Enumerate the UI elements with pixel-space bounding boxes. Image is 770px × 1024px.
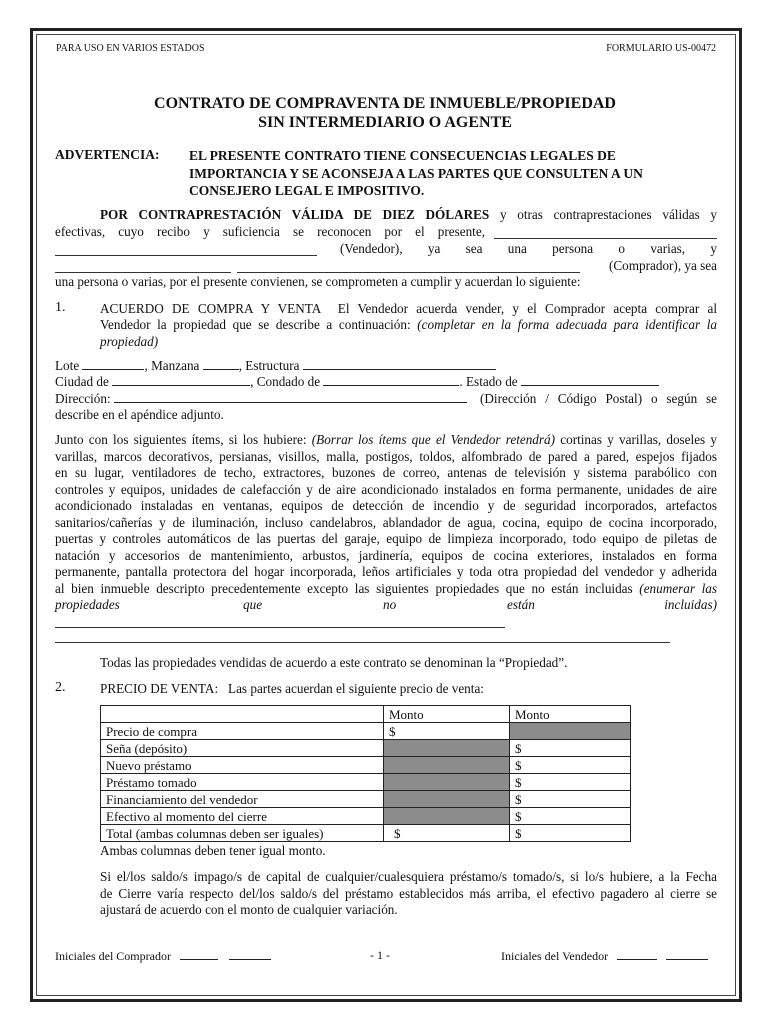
price-table-corner [101, 706, 384, 723]
shaded-cell [384, 757, 510, 774]
state-label: . Estado de [459, 374, 518, 389]
shaded-cell [384, 774, 510, 791]
shaded-cell [510, 723, 631, 740]
document-title-line1: CONTRATO DE COMPRAVENTA DE INMUEBLE/PROPIEDAD [154, 95, 616, 112]
section2-heading: PRECIO DE VENTA: [100, 681, 219, 696]
buyer-name-field-2[interactable] [237, 272, 580, 273]
items-word: que [243, 597, 263, 612]
items-instruction: (Borrar los ítems que el Vendedor retendrá) [311, 432, 556, 447]
address-field[interactable] [114, 391, 467, 403]
section1-text: Vendedor la propiedad que se describe a continuación: [100, 317, 418, 332]
price-row-label: Préstamo tomado [101, 774, 384, 791]
total-cell-1[interactable]: $ [384, 825, 510, 842]
section2-text: Las partes acuerdan el siguiente precio de venta: [228, 681, 484, 696]
items-line: en su lugar, ventiladores de techo, extractores, buzones de correo, antenas de televisión y sistema parabólico con [55, 465, 717, 480]
balance-line: ajustará de acuerdo con el monto de cualquier variación. [100, 902, 398, 917]
items-text: al bien inmueble descripto precedentemente excepto las siguientes propiedades que no están incluidas [55, 580, 640, 596]
items-intro: Junto con los siguientes ítems, si los hubiere: [55, 432, 312, 447]
intro-line1 [100, 207, 717, 223]
items-line: controles y equipos, unidades de calefacción y de aire acondicionado instalados en forma permanente, unidades de aire [55, 481, 717, 497]
price-row-label: Nuevo préstamo [101, 757, 384, 774]
block-label: , Manzana [144, 358, 200, 373]
items-line: acondicionado instaladas en ventanas, equipos de detección de incendio y de seguridad incorporados, artefactos [55, 498, 717, 513]
columns-equal-note: Ambas columnas deben tener igual monto. [100, 843, 326, 858]
items-line: permanente, pantalla protectora del hogar incorporada, leños artificiales y toda otra propiedad del vendedor y adherida [55, 564, 717, 579]
section1-text: El Vendedor acuerda vender, y el Comprador acepta comprar al [337, 301, 718, 316]
section1-number: 1. [55, 300, 66, 315]
excluded-items-field-2[interactable] [55, 642, 670, 643]
items-line-last [55, 581, 717, 597]
price-row-label: Efectivo al momento del cierre [101, 808, 384, 825]
total-cell-2[interactable]: $ [510, 825, 631, 842]
buyer-initials-field-2[interactable] [229, 948, 271, 960]
intro-line4: (Comprador), ya sea [608, 258, 717, 273]
shaded-cell [384, 740, 510, 757]
property-summary: Todas las propiedades vendidas de acuerdo a este contrato se denominan la “Propiedad”. [100, 655, 568, 670]
block-field[interactable] [203, 358, 239, 370]
document-title-line2: SIN INTERMEDIARIO O AGENTE [258, 114, 512, 131]
items-instruction: (enumerar las [639, 580, 717, 596]
structure-label: , Estructura [238, 358, 300, 373]
lot-field[interactable] [82, 358, 144, 370]
section2-line [100, 681, 762, 697]
price-table [100, 705, 631, 842]
items-text: cortinas y varillas, doseles y [555, 432, 717, 447]
city-field[interactable] [112, 374, 250, 386]
price-row-label: Seña (depósito) [101, 740, 384, 757]
intro-line2: efectivas, cuyo recibo y suficiencia se reconocen por el presente, [55, 224, 485, 239]
section2-number: 2. [55, 680, 66, 695]
state-field[interactable] [521, 374, 659, 386]
seller-initials [501, 948, 708, 964]
page-number: - 1 - [370, 948, 390, 962]
items-word: propiedades [55, 597, 120, 612]
structure-field[interactable] [303, 358, 496, 370]
buyer-name-field-1[interactable] [55, 272, 231, 273]
consideration-clause: POR CONTRAPRESTACIÓN VÁLIDA DE DIEZ DÓLARES [100, 207, 490, 222]
warning-line: CONSEJERO LEGAL E IMPOSITIVO. [189, 183, 425, 198]
lot-label: Lote [55, 358, 80, 373]
shaded-cell [384, 808, 510, 825]
section1-line3 [100, 334, 762, 350]
items-word: incluidas) [664, 597, 717, 612]
price-row-label: Total (ambas columnas deben ser iguales) [101, 825, 384, 842]
items-line1 [55, 432, 717, 448]
property-line1 [55, 358, 717, 374]
seller-initials-field-1[interactable] [617, 948, 657, 960]
price-row-label: Financiamiento del vendedor [101, 791, 384, 808]
excluded-items-field-1[interactable] [55, 627, 505, 628]
amount-cell[interactable]: $ [510, 757, 631, 774]
section1-line2 [100, 317, 717, 333]
amount-cell[interactable]: $ [384, 723, 510, 740]
balance-line: de Cierre varía respecto del/los saldo/s del préstamo establecidos más arriba, el efectivo pagadero al cierre se [100, 885, 717, 901]
county-label: , Condado de [250, 374, 321, 389]
price-row-label: Precio de compra [101, 723, 384, 740]
intro-line3: (Vendedor), ya sea una persona o varias, y [340, 241, 717, 256]
items-word: no [383, 597, 397, 612]
section1-line1 [100, 301, 717, 317]
items-line: puertas y controles automáticos de las puertas del garaje, equipo de limpieza incorporado, todo equipo de piletas de [55, 531, 717, 546]
form-number: FORMULARIO US-00472 [606, 43, 716, 54]
section1-instruction: propiedad) [100, 334, 159, 349]
seller-initials-field-2[interactable] [666, 948, 708, 960]
blank-field[interactable] [494, 238, 717, 239]
balance-line: Si el/los saldo/s impago/s de capital de cualquier/cualesquiera préstamo/s tomado/s, si lo/s hubiere, a la Fecha [100, 869, 717, 884]
intro-line5: una persona o varias, por el presente convienen, se comprometen a cumplir y acuerdan lo siguiente: [55, 274, 581, 289]
items-line: varillas, marcos decorativos, persianas, visillos, malla, postigos, toldos, alfombrado de pared a pared, espejos fijados [55, 448, 717, 464]
seller-initials-label: Iniciales del Vendedor [501, 949, 609, 963]
amount-cell[interactable]: $ [510, 774, 631, 791]
items-word: están [507, 597, 535, 612]
amount-cell[interactable]: $ [510, 791, 631, 808]
warning-text [189, 147, 719, 200]
section1-heading: ACUERDO DE COMPRA Y VENTA [100, 301, 322, 316]
amount-header-1: Monto [384, 706, 510, 723]
amount-cell[interactable]: $ [510, 740, 631, 757]
seller-name-field[interactable] [55, 255, 317, 256]
warning-line: IMPORTANCIA Y SE ACONSEJA A LAS PARTES QUE CONSULTEN A UN [189, 165, 643, 181]
buyer-initials-label: Iniciales del Comprador [55, 949, 171, 963]
items-line: sanitarios/cañerías y de iluminación, incluso candelabros, ablandador de agua, cocina, equipo de cocina incorporado, [55, 514, 717, 530]
buyer-initials-field-1[interactable] [180, 948, 218, 960]
buyer-initials [55, 948, 271, 964]
appendix-note: describe en el apéndice adjunto. [55, 407, 224, 422]
address-label: Dirección: [55, 391, 111, 406]
items-line: natación y accesorios de mantenimiento, arbustos, jardinería, equipos de cocina exteriores, instalados en forma [55, 547, 717, 563]
address-note: (Dirección / Código Postal) o según se [480, 391, 717, 406]
county-field[interactable] [323, 374, 459, 386]
property-line2 [55, 374, 717, 390]
section1-instruction: (completar en la forma adecuada para identificar la [417, 317, 717, 332]
warning-line: EL PRESENTE CONTRATO TIENE CONSECUENCIAS LEGALES DE [189, 148, 616, 163]
header-left: PARA USO EN VARIOS ESTADOS [56, 43, 205, 54]
intro-rest: y otras contraprestaciones válidas y [489, 207, 717, 222]
warning-label: ADVERTENCIA: [55, 147, 160, 162]
shaded-cell [384, 791, 510, 808]
amount-cell[interactable]: $ [510, 808, 631, 825]
city-label: Ciudad de [55, 374, 109, 389]
amount-header-2: Monto [510, 706, 631, 723]
